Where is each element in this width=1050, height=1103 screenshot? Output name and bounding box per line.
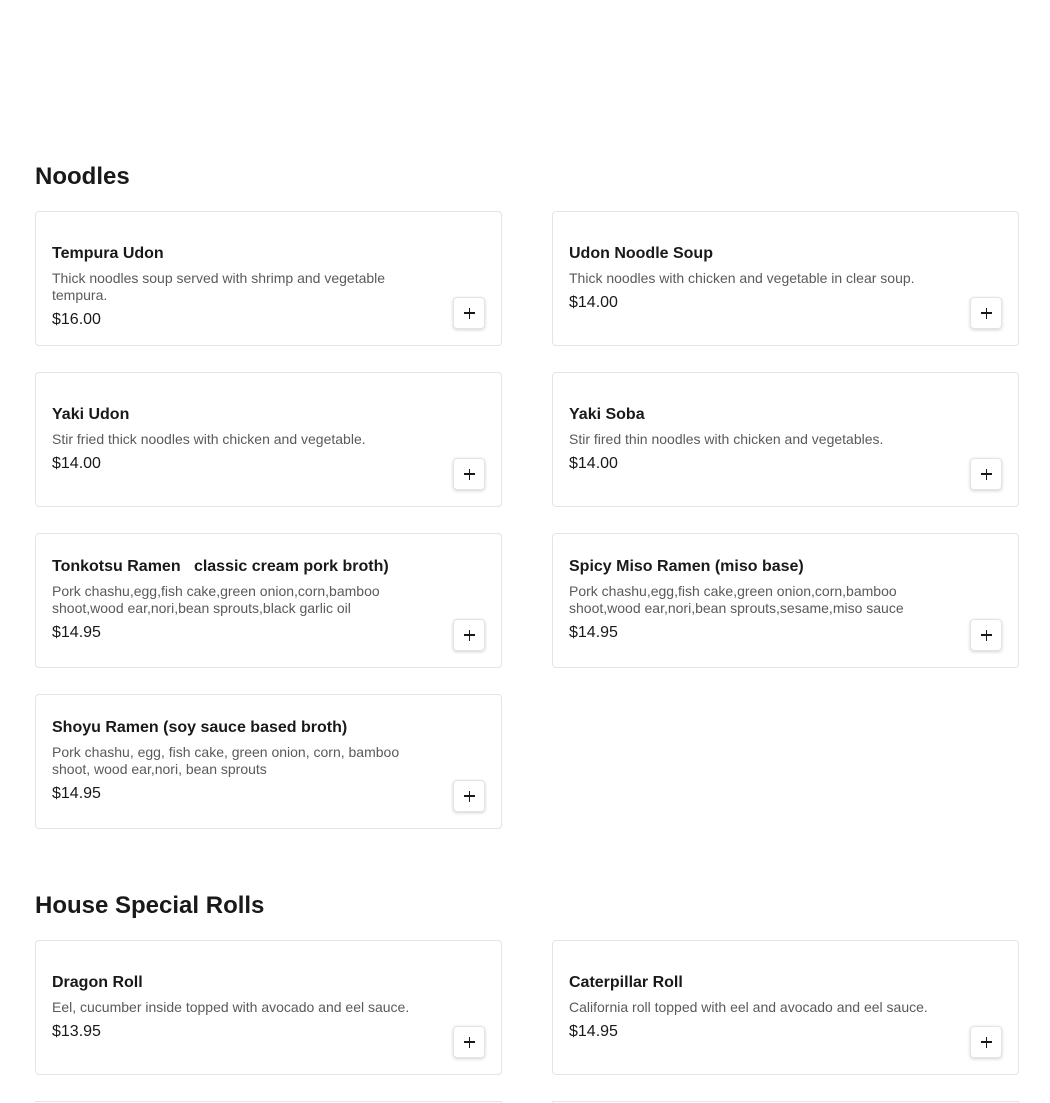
item-name: Caterpillar Roll <box>569 974 683 991</box>
add-item-button[interactable] <box>453 458 485 490</box>
section-title: Noodles <box>35 163 130 190</box>
item-price: $16.00 <box>52 311 101 328</box>
item-price: $14.95 <box>569 624 618 641</box>
item-description: Pork chashu, egg, fish cake, green onion, corn, bamboo shoot, wood ear,nori, bean sprouts <box>52 744 400 777</box>
item-name: Dragon Roll <box>52 974 143 991</box>
menu-item-card[interactable] <box>552 372 1019 507</box>
item-name: Shoyu Ramen (soy sauce based broth) <box>52 719 348 736</box>
add-item-button[interactable] <box>970 297 1002 329</box>
rolls-grid <box>35 940 1021 1103</box>
section-title: House Special Rolls <box>35 892 265 919</box>
add-item-button[interactable] <box>970 1026 1002 1058</box>
menu-item-card[interactable] <box>35 533 502 668</box>
menu-item-card[interactable] <box>35 211 502 346</box>
add-item-button[interactable] <box>453 619 485 651</box>
menu-item-card[interactable] <box>35 694 502 829</box>
item-price: $14.00 <box>569 294 618 311</box>
section-noodles <box>35 162 1021 192</box>
item-price: $14.00 <box>52 455 101 472</box>
plus-icon <box>464 1037 475 1048</box>
add-item-button[interactable] <box>453 1026 485 1058</box>
add-item-button[interactable] <box>453 297 485 329</box>
plus-icon <box>981 469 992 480</box>
menu-item-card[interactable] <box>35 372 502 507</box>
plus-icon <box>981 630 992 641</box>
add-item-button[interactable] <box>453 780 485 812</box>
item-description: Stir fired thin noodles with chicken and vegetables. <box>569 431 884 447</box>
item-name: Tempura Udon <box>52 245 164 262</box>
menu-item-card[interactable] <box>552 940 1019 1075</box>
plus-icon <box>464 630 475 641</box>
item-price: $14.95 <box>52 624 101 641</box>
add-item-button[interactable] <box>970 619 1002 651</box>
item-name: Tonkotsu Ramen classic cream pork broth) <box>52 558 389 575</box>
item-description: Thick noodles with chicken and vegetable in clear soup. <box>569 270 915 286</box>
menu-item-card[interactable] <box>35 940 502 1075</box>
item-price: $14.00 <box>569 455 618 472</box>
item-name: Yaki Udon <box>52 406 130 423</box>
add-item-button[interactable] <box>970 458 1002 490</box>
item-description: Eel, cucumber inside topped with avocado and eel sauce. <box>52 999 410 1015</box>
plus-icon <box>981 308 992 319</box>
plus-icon <box>464 308 475 319</box>
menu-item-card[interactable] <box>552 211 1019 346</box>
menu-item-card[interactable] <box>552 533 1019 668</box>
item-price: $13.95 <box>52 1023 101 1040</box>
plus-icon <box>981 1037 992 1048</box>
item-description: California roll topped with eel and avocado and eel sauce. <box>569 999 928 1015</box>
item-description: Pork chashu,egg,fish cake,green onion,corn,bamboo shoot,wood ear,nori,bean sprouts,sesame,miso sauce <box>569 583 904 616</box>
item-name: Udon Noodle Soup <box>569 245 713 262</box>
item-description: Pork chashu,egg,fish cake,green onion,corn,bamboo shoot,wood ear,nori,bean sprouts,black garlic oil <box>52 583 380 616</box>
item-price: $14.95 <box>569 1023 618 1040</box>
plus-icon <box>464 791 475 802</box>
item-price: $14.95 <box>52 785 101 802</box>
item-name: Yaki Soba <box>569 406 645 423</box>
item-description: Stir fried thick noodles with chicken and vegetable. <box>52 431 366 447</box>
plus-icon <box>464 469 475 480</box>
item-description: Thick noodles soup served with shrimp and vegetable tempura. <box>52 270 386 303</box>
noodles-grid <box>35 211 1021 831</box>
item-name: Spicy Miso Ramen (miso base) <box>569 558 804 575</box>
section-house-special-rolls <box>35 891 1021 921</box>
